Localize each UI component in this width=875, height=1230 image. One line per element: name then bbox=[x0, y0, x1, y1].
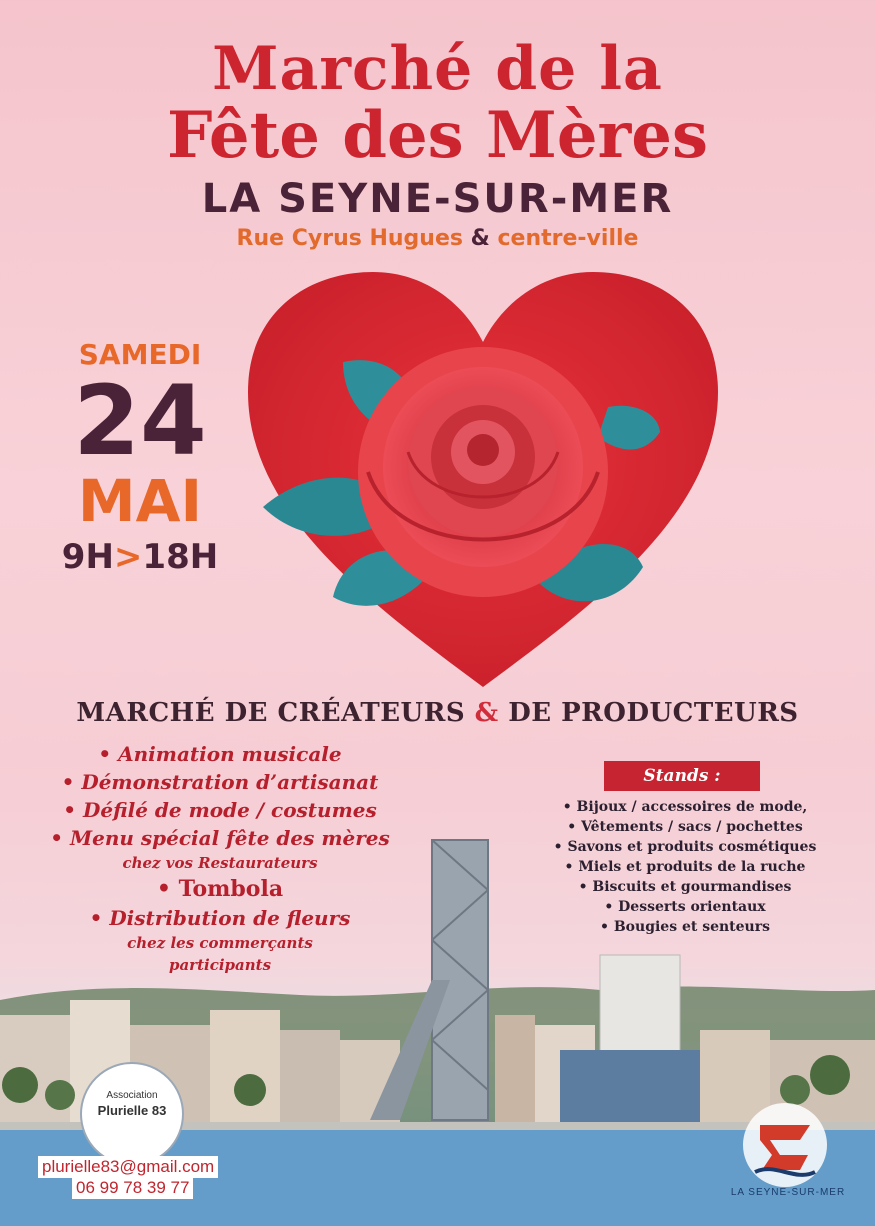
association-name: Plurielle 83 bbox=[97, 1103, 167, 1118]
activity-note: chez vos Restaurateurs bbox=[122, 854, 318, 872]
month: MAI bbox=[77, 467, 203, 535]
activity-item: • Défilé de mode / costumes bbox=[63, 798, 377, 822]
street-ampersand: & bbox=[470, 226, 490, 251]
contact-email[interactable]: plurielle83@gmail.com bbox=[38, 1156, 218, 1178]
activity-item: • Tombola bbox=[156, 876, 284, 902]
hours-start: 9H bbox=[61, 537, 114, 577]
heart-rose-illustration bbox=[248, 262, 718, 692]
day-number: 24 bbox=[73, 365, 207, 477]
activity-item: • Distribution de fleurs bbox=[89, 906, 351, 930]
activity-note: participants bbox=[168, 956, 272, 974]
event-date bbox=[40, 338, 240, 577]
stand-item: • Savons et produits cosmétiques bbox=[553, 839, 817, 855]
stands-badge: Stands : bbox=[604, 761, 760, 791]
market-title-producers: DE PRODUCTEURS bbox=[508, 698, 799, 728]
stand-item: • Vêtements / sacs / pochettes bbox=[567, 819, 803, 835]
stands-list bbox=[530, 797, 840, 937]
stand-item: • Miels et produits de la ruche bbox=[564, 859, 806, 875]
stand-item: • Desserts orientaux bbox=[604, 899, 766, 915]
activity-item: • Menu spécial fête des mères bbox=[50, 826, 390, 850]
hours-end: 18H bbox=[142, 537, 219, 577]
association-label: Association bbox=[106, 1090, 158, 1101]
contact-phone[interactable]: 06 99 78 39 77 bbox=[72, 1177, 193, 1199]
hours-arrow: > bbox=[113, 537, 143, 577]
weekday: SAMEDI bbox=[78, 338, 202, 371]
street-name: Rue Cyrus Hugues bbox=[236, 226, 463, 251]
activity-item: • Animation musicale bbox=[98, 742, 342, 766]
association-logo bbox=[80, 1062, 184, 1166]
stand-item: • Biscuits et gourmandises bbox=[578, 879, 792, 895]
poster-title-line2: Fête des Mères bbox=[166, 98, 709, 173]
activity-item: • Démonstration d’artisanat bbox=[61, 770, 379, 794]
poster-title-line1: Marché de la bbox=[212, 34, 663, 104]
town-logo-text: LA SEYNE-SUR-MER bbox=[730, 1187, 846, 1198]
market-title-ampersand: & bbox=[474, 698, 499, 728]
market-title bbox=[0, 698, 875, 728]
street-area: centre-ville bbox=[497, 226, 639, 251]
market-title-creators: MARCHÉ DE CRÉATEURS bbox=[76, 698, 466, 728]
stand-item: • Bijoux / accessoires de mode, bbox=[562, 799, 808, 815]
city-name: LA SEYNE-SUR-MER bbox=[201, 176, 674, 222]
town-logo-icon bbox=[740, 1100, 830, 1200]
activities-list bbox=[30, 740, 410, 976]
street-location bbox=[0, 226, 875, 251]
activity-note: chez les commerçants bbox=[127, 934, 313, 952]
opening-hours bbox=[40, 537, 240, 577]
stand-item: • Bougies et senteurs bbox=[600, 919, 770, 935]
